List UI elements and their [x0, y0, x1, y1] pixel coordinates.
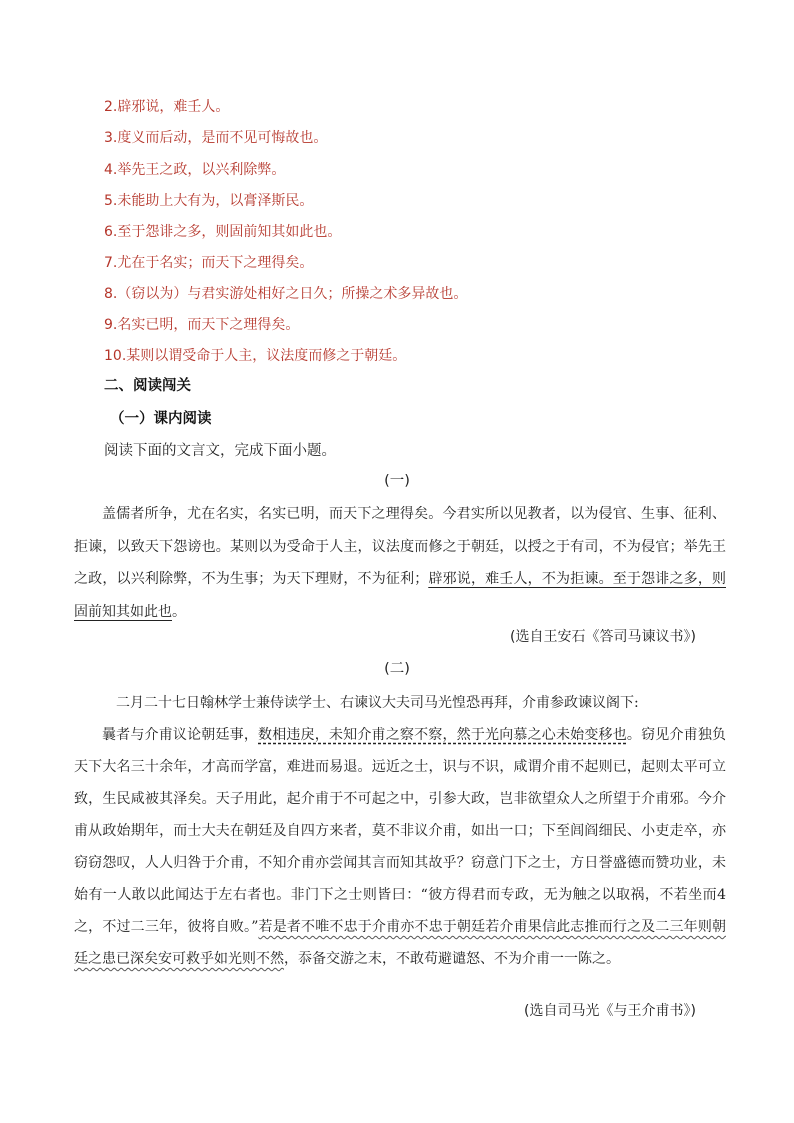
passage2-text-end: ，忝备交游之末，不敢苟避谴怒、不为介甫一一陈之。: [284, 951, 620, 967]
answer-item: 5.未能助上大有为，以膏泽斯民。: [104, 193, 314, 209]
passage2-underlined-sentence: 数相违戾，未知介甫之察不察，然于光向慕之心未始变移也: [258, 727, 627, 743]
answer-item: 10.某则以谓受命于人主，议法度而修之于朝廷。: [104, 348, 407, 364]
answer-item: 8.（窃以为）与君实游处相好之日久；所操之术多异故也。: [104, 286, 468, 302]
section-heading: 二、阅读闯关: [104, 378, 191, 394]
passage2-text: 曩者与介甫议论朝廷事，: [102, 727, 259, 743]
passage1-source: (选自王安石《答司马谏议书》): [510, 629, 696, 645]
passage1-title: (一): [384, 473, 410, 489]
answer-item: 9.名实已明，而天下之理得矣。: [104, 317, 300, 333]
passage1-underlined-sentence: 辟邪说，难壬人，不为拒谏。至于怨诽之多，则固前知其如此也: [74, 571, 726, 620]
passage2-text-main: 。窃见介甫独负天下大名三十余年，才高而学富，难进而易退。远近之士，识与不识，咸谓介甫不起则已，起则太平可立致，生民咸被其泽矣。天子用此，起介甫于不可起之中，引参大政，岂非欲望众人之所望于介甫邪。今介甫从政始期年，而士大夫在朝廷及自四方来者，莫不非议介甫，如出一口；下至闾阎细民、小吏走卒，亦窃窃怨叹，人人归咎于介甫，不知介甫亦尝闻其言而知其故乎？窃意门下之士，方日誉盛德而赞功业，未始有一人敢以此闻达于左右者也。非门下之士则皆曰：“彼方得君而专政，无为触之以取祸，不若坐而4之，不过二三年，彼将自败。”: [74, 727, 727, 935]
passage1-body: [74, 498, 726, 628]
passage2-title: (二): [384, 661, 410, 677]
passage2-wavy-sentence: 若是者不唯不忠于介甫亦不忠于朝廷若介甫果信此志推而行之及二三年则朝廷之患已深矣安可救乎如光则不然: [74, 919, 726, 967]
section-subheading: （一）课内阅读: [110, 411, 212, 427]
answer-item: 7.尤在于名实；而天下之理得矣。: [104, 255, 314, 271]
answer-item: 3.度义而后动，是而不见可悔故也。: [104, 130, 328, 146]
instruction-text: 阅读下面的文言文，完成下面小题。: [104, 443, 336, 459]
passage2-body: [74, 687, 726, 975]
answer-item: 6.至于怨诽之多，则固前知其如此也。: [104, 224, 342, 240]
passage2-greeting: 二月二十七日翰林学士兼侍读学士、右谏议大夫司马光惶恐再拜，介甫参政谏议阁下:: [116, 695, 639, 711]
passage2-source: (选自司马光《与王介甫书》): [524, 1003, 696, 1019]
answer-item: 2.辟邪说，难壬人。: [104, 99, 230, 115]
passage1-text-end: 。: [172, 603, 186, 620]
passage1-text: 盖儒者所争，尤在名实，名实已明，而天下之理得矣。今君实所以见教者，以为侵官、生事、征利、拒谏，以致天下怨谤也。某则以为受命于人主，议法度而修之于朝廷，以授之于有司，不为侵官；举先王之政，以兴利除弊，不为生事；为天下理财，不为征利；: [74, 506, 726, 587]
answer-item: 4.举先王之政，以兴利除弊。: [104, 162, 286, 178]
